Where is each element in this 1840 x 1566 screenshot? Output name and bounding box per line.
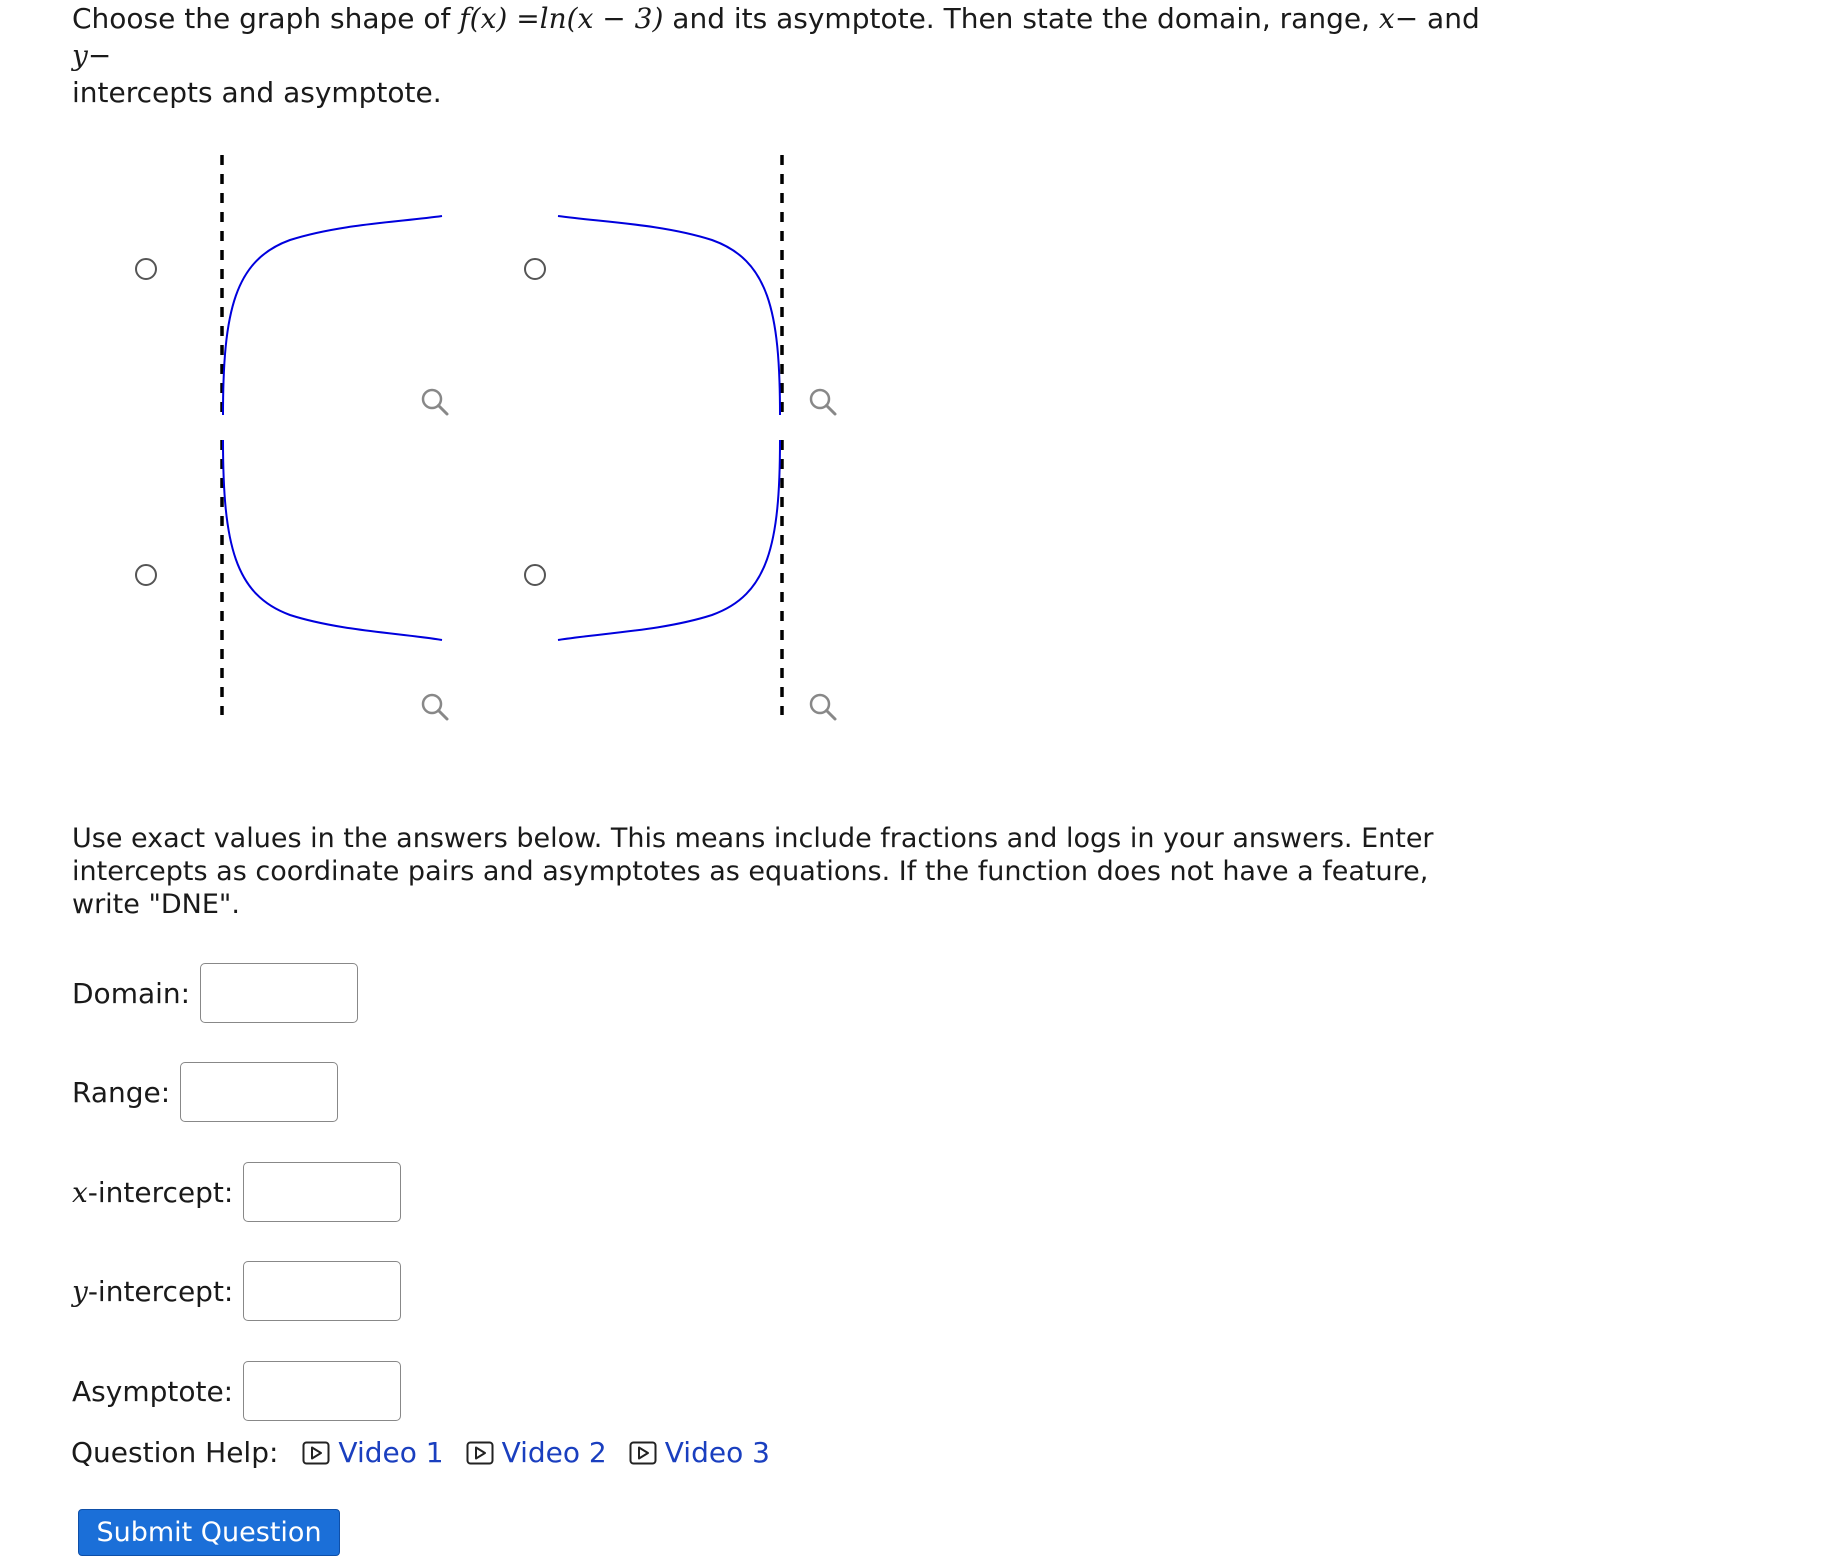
x-intercept-input[interactable] [243, 1162, 401, 1222]
y-variable: y [72, 39, 88, 72]
video-3-link[interactable] [629, 1436, 770, 1469]
x-variable: x [1378, 2, 1395, 35]
question-help-label: Question Help: [71, 1436, 279, 1469]
asymptote-input[interactable] [243, 1361, 401, 1421]
video-1-label: Video 1 [338, 1436, 444, 1469]
play-icon [302, 1441, 330, 1465]
domain-input[interactable] [200, 963, 358, 1023]
choice-c-magnifier-icon[interactable] [418, 690, 452, 724]
y-intercept-label [72, 1275, 233, 1308]
y-intercept-text: -intercept: [87, 1274, 234, 1308]
x-intercept-row [72, 1162, 401, 1222]
submit-question-button[interactable]: Submit Question [78, 1509, 340, 1556]
question-help [71, 1436, 792, 1469]
play-icon [466, 1441, 494, 1465]
choice-d-curve [558, 440, 780, 640]
choice-d-magnifier-icon[interactable] [806, 690, 840, 724]
y-intercept-input[interactable] [243, 1261, 401, 1321]
choice-b-curve [558, 216, 780, 415]
equals-sign: = [507, 2, 540, 35]
video-3-label: Video 3 [664, 1436, 770, 1469]
dash-1: − [1394, 2, 1419, 35]
range-row [72, 1062, 338, 1122]
range-input[interactable] [180, 1062, 338, 1122]
asymptote-row [72, 1361, 401, 1421]
y-intercept-var: y [72, 1274, 88, 1308]
video-2-link[interactable] [466, 1436, 607, 1469]
choice-c-curve [223, 440, 442, 640]
function-notation: f(x) [459, 2, 508, 35]
x-intercept-label [72, 1176, 233, 1209]
domain-label: Domain: [72, 976, 191, 1010]
graph-choices-svg [0, 0, 1000, 760]
dash-2: − [87, 39, 112, 72]
x-intercept-text: -intercept: [87, 1175, 234, 1209]
x-intercept-var: x [72, 1175, 88, 1209]
video-2-label: Video 2 [501, 1436, 607, 1469]
choice-a-radio[interactable] [135, 258, 157, 280]
choice-a-magnifier-icon[interactable] [418, 385, 452, 419]
choice-d-radio[interactable] [524, 564, 546, 586]
answer-instructions: Use exact values in the answers below. This means include fractions and logs in your answers. Enter intercepts as coordinate pairs and asymptotes as equations. If the function does not have a feature, write "DNE". [72, 823, 1434, 920]
choice-c-radio[interactable] [135, 564, 157, 586]
video-1-link[interactable] [302, 1436, 443, 1469]
range-label: Range: [72, 1075, 171, 1109]
choice-b-magnifier-icon[interactable] [806, 385, 840, 419]
asymptote-label: Asymptote: [72, 1374, 234, 1408]
play-icon [629, 1441, 657, 1465]
question-middle: and its asymptote. Then state the domain, range, [663, 2, 1379, 35]
y-intercept-row [72, 1261, 401, 1321]
function-argument: (x − 3) [566, 2, 664, 35]
question-prefix: Choose the graph shape of [72, 2, 460, 35]
domain-row [72, 963, 358, 1023]
choice-b-radio[interactable] [524, 258, 546, 280]
and-word: and [1418, 2, 1480, 35]
graph-choices [0, 0, 1000, 760]
choice-a-curve [223, 216, 442, 415]
question-suffix: intercepts and asymptote. [72, 76, 442, 109]
ln-operator: ln [539, 2, 567, 35]
